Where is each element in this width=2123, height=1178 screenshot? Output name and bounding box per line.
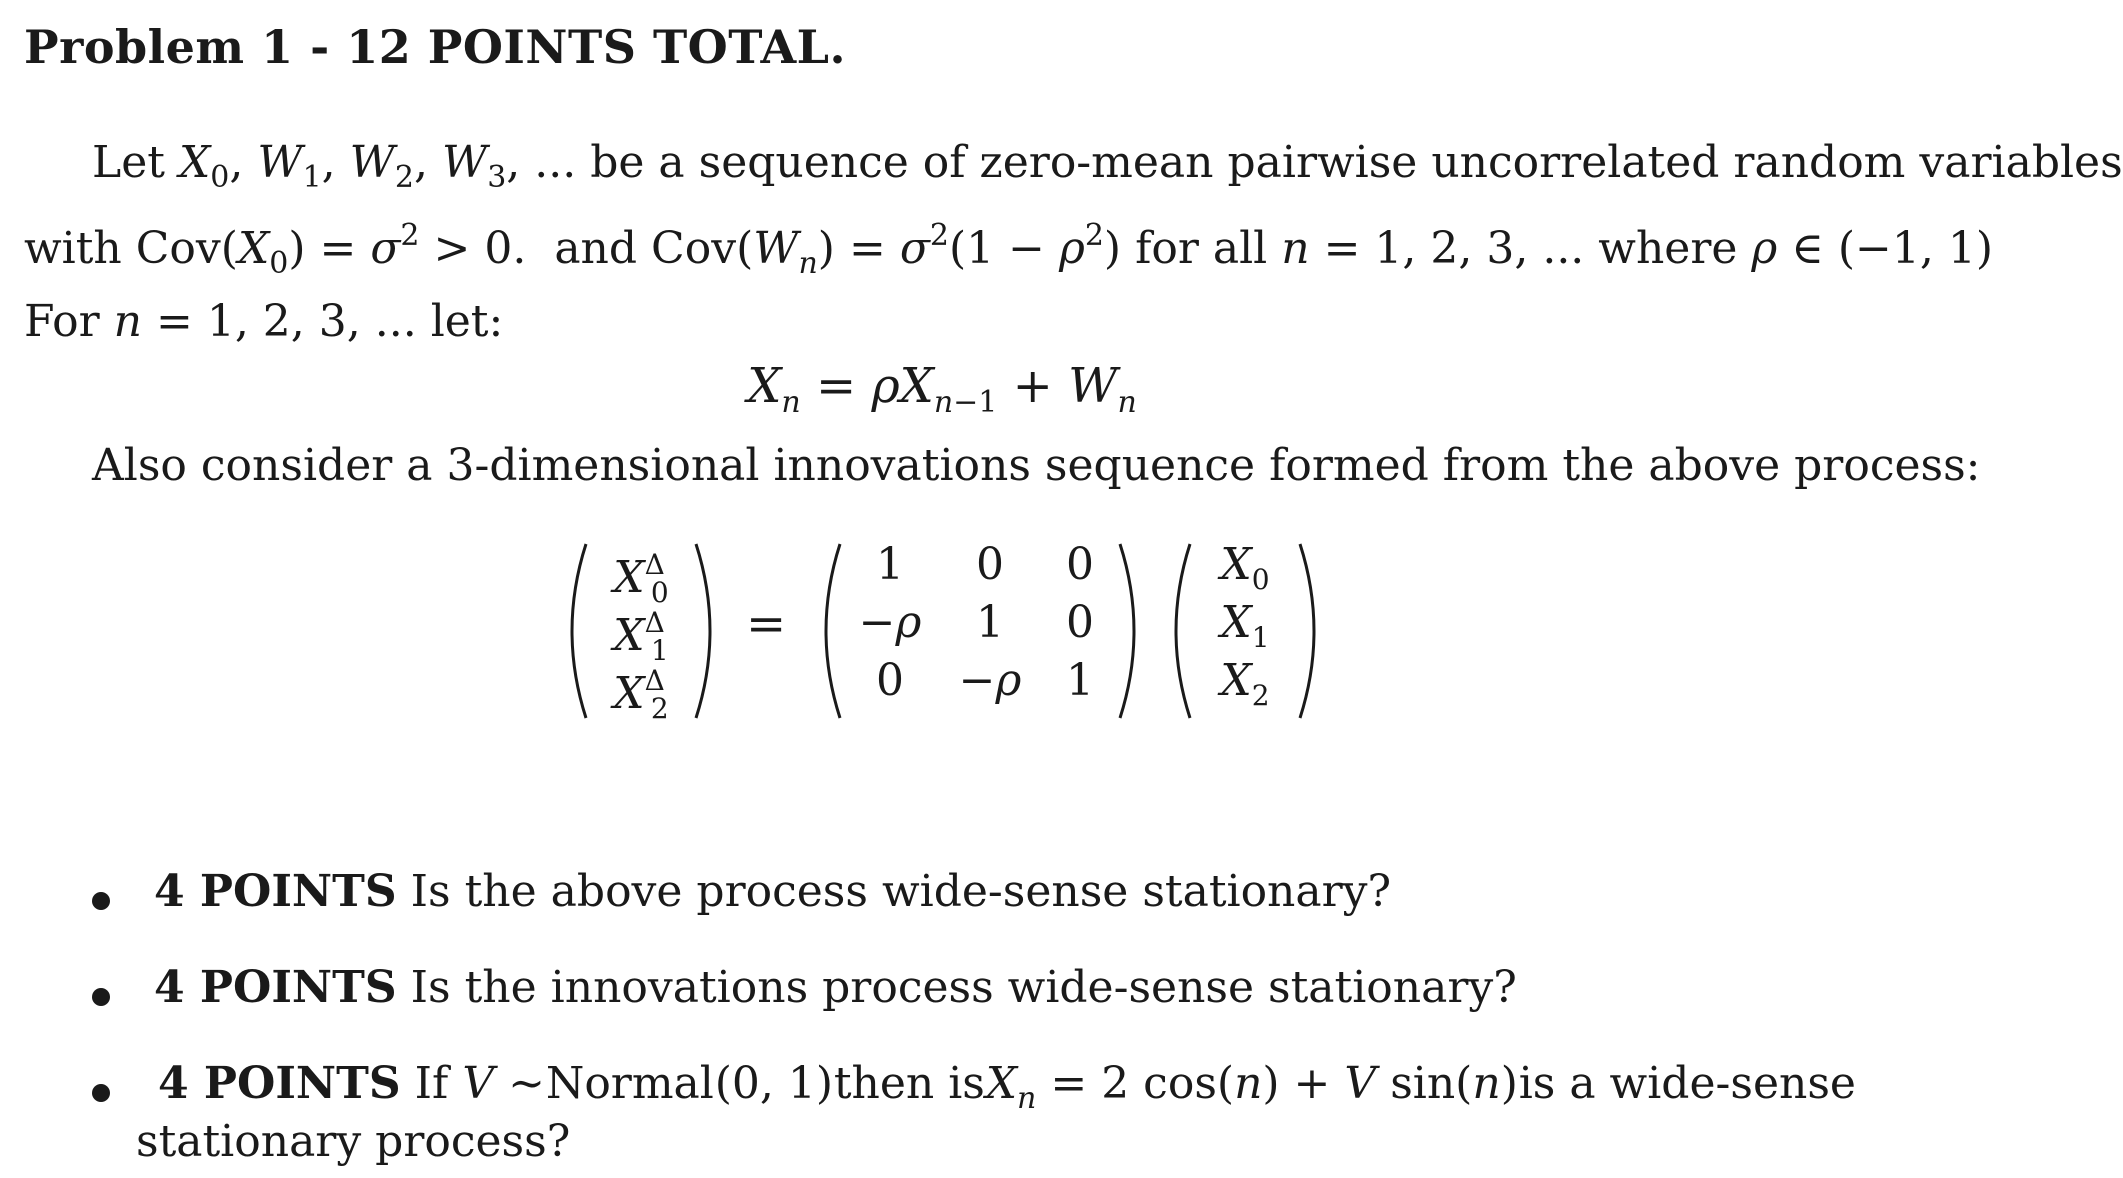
right-paren-matrix [1110,536,1150,726]
question-text-line2: stationary process? [136,1116,571,1167]
bullet-dot-icon [92,892,110,910]
intro-for: For [24,296,100,347]
intro-with: with [24,223,122,274]
transform-matrix [840,536,1120,710]
right-paren-lhs [686,536,726,726]
left-paren-rhs [1160,536,1200,726]
ar-process-equation: $X_n = \rho X_{n-1} + W_n$ [747,358,1137,420]
matrix-cell: 1 [1066,655,1094,706]
points-label: 4 POINTS [158,1058,401,1109]
matrix-cell: −ρ [858,597,922,648]
matrix-cell: 0 [1066,539,1094,590]
matrix-cell: 1 [876,539,904,590]
question-text-normal: Normal [545,1058,714,1109]
problem-title: Problem 1 - 12 POINTS TOTAL. [24,20,847,74]
document-page: Problem 1 - 12 POINTS TOTAL. Let $X_0$, $W_1$, $W_2$, $W_3$, ... be a sequence of zero-mean pairwise uncorrelated random variables with $Cov(X_0) = \sigma^2 > 0$. and $Cov(W_n) = \sigma^2(1 - \rho^2)$ for all n = 1, 2, 3, ... where ρ ∈ (−1, 1) For n = 1, 2, 3, ... let: $X_n = \rho X_{n-1} + W_n$ Also consider a 3-dimensional innovations sequence formed from the above process: $X^\Delta_0$ $X^\Delta_1$ $X^\Delta_2$ = 1 0 0 −ρ 1 0 0 −ρ 1 $X_0$ $X_1$ $X_2$ 4 POINTS Is the above process wide-sense stationary? 4 POINTS Is the innovations process wide-sense stationary? 4 POINTS If V ∼ Normal (0, 1) then is $X_n = 2$ cos(n) + V sin(n) is a wide-sense stationary process? [0,0,1884,1178]
equals-sign: = [746,596,787,652]
question-text: Is the above process wide-sense stationary? [410,866,1392,917]
matrix-cell: 1 [976,597,1004,648]
right-paren-rhs [1290,536,1330,726]
points-label: 4 POINTS [154,962,397,1013]
bullet-dot-icon [92,988,110,1006]
matrix-cell: −ρ [958,655,1022,706]
question-text-is: is a wide-sense [1518,1058,1856,1109]
matrix-cell: 0 [976,539,1004,590]
innovations-intro-text: Also consider a 3-dimensional innovations sequence formed from the above process: [92,440,1981,491]
matrix-cell: 0 [876,655,904,706]
intro-line-2: with $Cov(X_0) = \sigma^2 > 0$. and $Cov(W_n) = \sigma^2(1 - \rho^2)$ for all n = 1, 2, 3, ... where ρ ∈ (−1, 1) [24,218,1993,281]
process-vector: $X_0$ $X_1$ $X_2$ [1220,539,1270,712]
bullet-dot-icon [92,1084,110,1102]
intro-where: where [1598,223,1738,274]
question-text-then: then is [833,1058,985,1109]
left-paren-lhs [556,536,596,726]
intro-line-1: Let $X_0$, $W_1$, $W_2$, $W_3$, ... be a sequence of zero-mean pairwise uncorrelated random variables [92,137,2123,195]
question-text: Is the innovations process wide-sense stationary? [410,962,1517,1013]
question-text-if: If [414,1058,449,1109]
innovations-matrix-equation [0,536,1884,726]
intro-let: let: [430,296,504,347]
innovations-vector: $X^\Delta_0$ $X^\Delta_1$ $X^\Delta_2$ [613,548,669,725]
intro-line-3: For n = 1, 2, 3, ... let: [24,296,504,347]
intro-line1-text: be a sequence of zero-mean pairwise uncorrelated random variables [590,137,2123,188]
intro-and: and [554,223,638,274]
points-label: 4 POINTS [154,866,397,917]
intro-paragraph [24,134,2123,351]
intro-forall: for all [1135,223,1268,274]
matrix-cell: 0 [1066,597,1094,648]
